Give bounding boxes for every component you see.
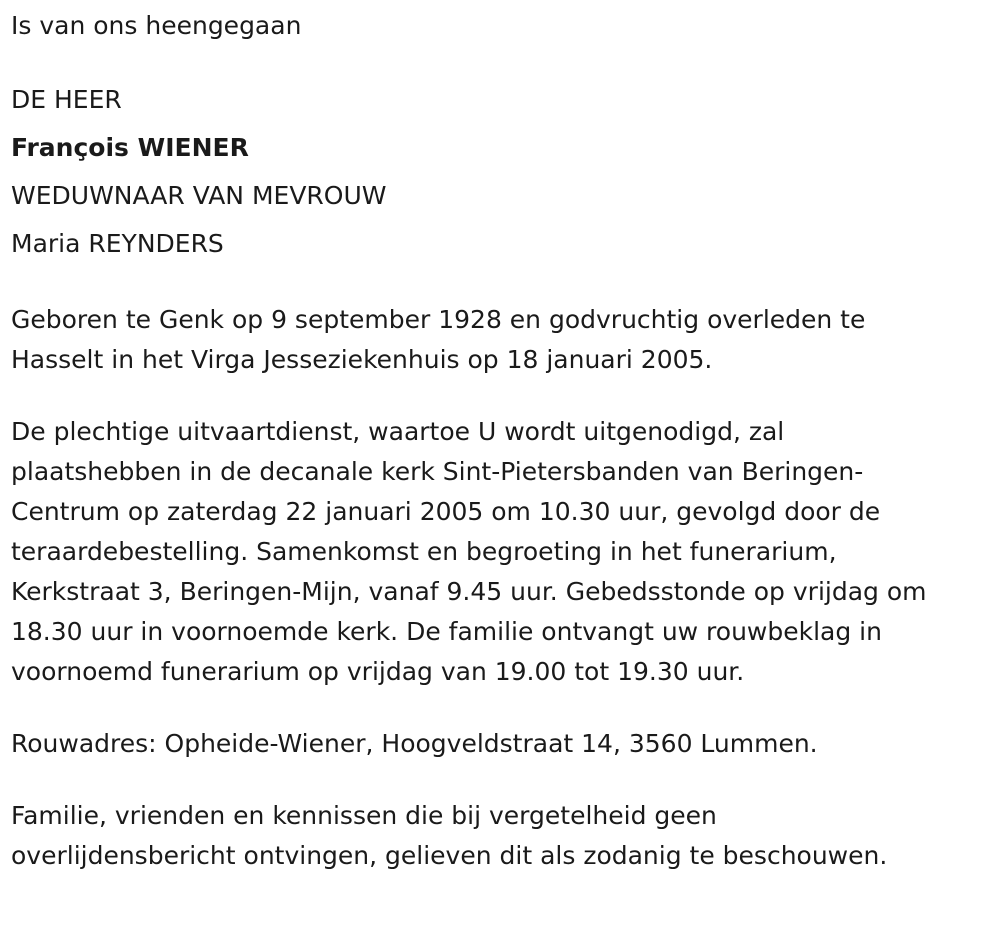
spouse-name: Maria REYNDERS [11,229,224,258]
paragraph-line: Centrum op zaterdag 22 januari 2005 om 10.30 uur, gevolgd door de [11,497,881,526]
paragraph-line: teraardebestelling. Samenkomst en begroeting in het funerarium, [11,537,837,566]
paragraph-line: Rouwadres: Opheide-Wiener, Hoogveldstraat 14, 3560 Lummen. [11,729,818,758]
paragraph-line: Geboren te Genk op 9 september 1928 en godvruchtig overleden te [11,305,866,334]
birth-death-paragraph [11,300,990,380]
service-paragraph [11,412,990,692]
paragraph-line: voornoemd funerarium op vrijdag van 19.00 tot 19.30 uur. [11,657,745,686]
mourning-address [11,724,990,764]
paragraph-line: Hasselt in het Virga Jesseziekenhuis op 18 januari 2005. [11,345,713,374]
paragraph-line: plaatshebben in de decanale kerk Sint-Pietersbanden van Beringen- [11,457,864,486]
paragraph-line: Familie, vrienden en kennissen die bij vergetelheid geen [11,801,717,830]
relation-label: WEDUWNAAR VAN MEVROUW [11,181,387,210]
closing-paragraph [11,796,990,876]
spacer [11,764,990,796]
spacer [11,692,990,724]
paragraph-line: 18.30 uur in voornoemde kerk. De familie ontvangt uw rouwbeklag in [11,617,882,646]
honorific-title: DE HEER [11,85,122,114]
paragraph-line: Kerkstraat 3, Beringen-Mijn, vanaf 9.45 uur. Gebedsstonde op vrijdag om [11,577,927,606]
paragraph-line: overlijdensbericht ontvingen, gelieven dit als zodanig te beschouwen. [11,841,888,870]
deceased-name: François WIENER [11,133,249,162]
spacer [11,44,990,76]
spacer [11,268,990,300]
spacer [11,380,990,412]
intro-text: Is van ons heengegaan [11,11,302,40]
paragraph-line: De plechtige uitvaartdienst, waartoe U wordt uitgenodigd, zal [11,417,785,446]
